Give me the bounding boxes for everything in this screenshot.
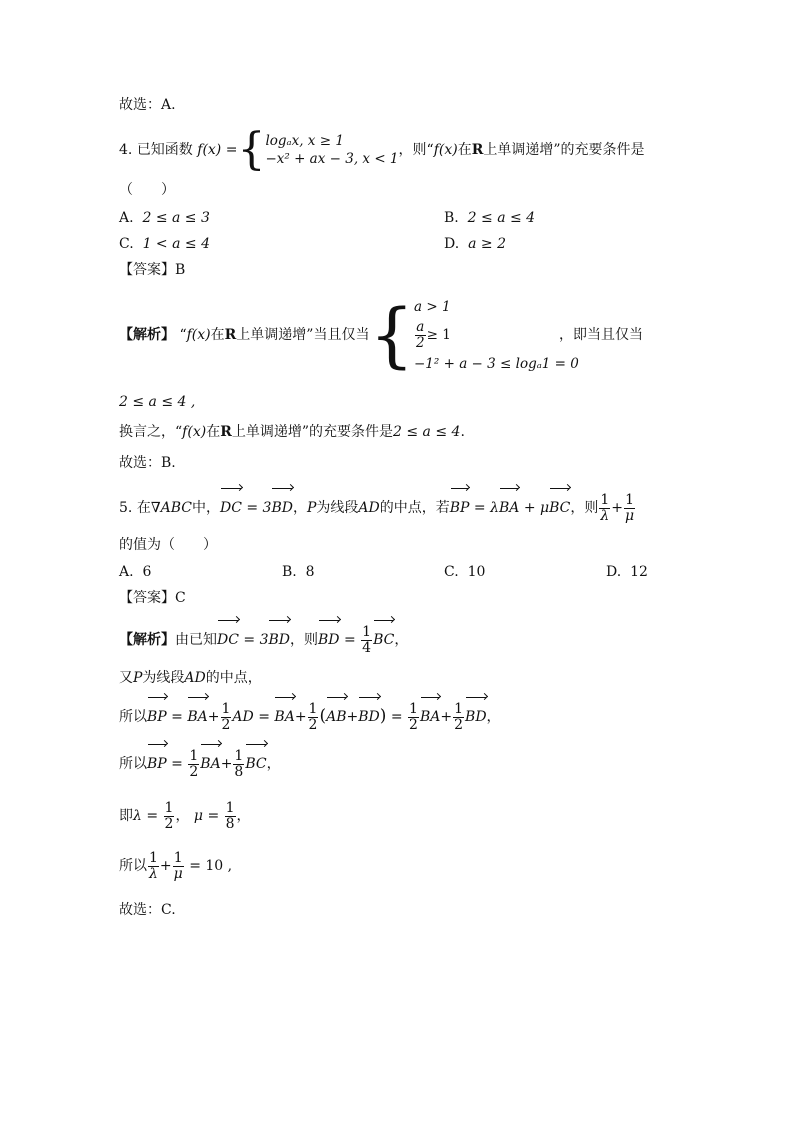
- q4-sys2-frac: $\frac{a}{2}$: [416, 318, 425, 351]
- q5-vec-bp: BP: [450, 490, 470, 526]
- q4-suffix-c: 上单调递增”的充要条件是: [483, 142, 645, 158]
- q4-option-b: B. 2 ≤ a ≤ 4: [444, 210, 536, 226]
- q5-option-b: B. 8: [282, 564, 315, 580]
- q5-frac-quarter: $\frac{1}{4}$: [362, 623, 372, 656]
- q4-option-c: C. 1 < a ≤ 4: [119, 236, 211, 252]
- q5-frac-mu: $\frac{1}{\mu}$: [625, 491, 635, 524]
- q4-suffix-fx: f(x): [433, 142, 458, 158]
- q4-sys1: a > 1: [414, 298, 451, 315]
- q5-vec-bd: BD: [271, 490, 293, 526]
- q4-system-brace: {: [369, 294, 414, 376]
- q5-answer: 【答案】C: [119, 590, 186, 606]
- q4-option-a: A. 2 ≤ a ≤ 3: [119, 210, 210, 226]
- q4-number: 4.: [119, 142, 133, 158]
- q4-suffix-R: R: [471, 142, 484, 158]
- q5-line2: 的值为（ ）: [119, 537, 217, 553]
- q4-analysis-R: R: [224, 327, 237, 343]
- q4-result: 2 ≤ a ≤ 4 ,: [119, 394, 196, 410]
- q4-analysis-d: ，即当且仅当: [559, 327, 643, 343]
- q5-step3: 所以BP = BA+ $\frac{1}{2}$ AD = BA+ $\frac{1}{2}$ (AB+BD) = $\frac{1}{2}$ BA+ $\frac{1}{2}$ BD，: [119, 698, 501, 735]
- q5-stem: 5. 在∇ABC中，DC = 3BD，P为线段AD的中点，若BP = λBA + μBC，则 $\frac{1}{\lambda}$ + $\frac{1}{\mu}$: [119, 490, 636, 526]
- q5-frac-lambda: $\frac{1}{\lambda}$: [600, 491, 610, 524]
- q5-step1: 【解析】由已知DC = 3BD，则BD = $\frac{1}{4}$ BC，: [119, 622, 408, 658]
- q5-option-d: D. 12: [606, 564, 648, 580]
- q4-final: 故选：B.: [119, 455, 176, 471]
- q4-analysis-b: 在: [210, 327, 225, 343]
- q4-stem: [119, 124, 645, 175]
- q5-step2: 又P为线段AD的中点，: [119, 670, 262, 686]
- q5-vec-bc: BC: [549, 490, 570, 526]
- q4-restate: 换言之，“f(x)在R上单调递增”的充要条件是2 ≤ a ≤ 4.: [119, 424, 465, 440]
- q4-sys2-rest: ≥ 1: [426, 326, 451, 343]
- q5-vec-dc: DC: [220, 490, 242, 526]
- q4-prefix: 已知函数: [136, 142, 193, 158]
- q5-vec-ba: BA: [499, 490, 519, 526]
- q5-step6: 所以 $\frac{1}{\lambda}$ + $\frac{1}{\mu}$ = 10 ,: [119, 849, 233, 882]
- q4-suffix-b: 在: [457, 142, 472, 158]
- q4-analysis: [119, 290, 643, 380]
- q4-analysis-quote: “: [179, 327, 187, 343]
- q5-step4: 所以BP = $\frac{1}{2}$ BA+ $\frac{1}{8}$ BC，: [119, 746, 281, 782]
- q4-analysis-c: 上单调递增”当且仅当: [236, 327, 370, 343]
- q5-final: 故选：C.: [119, 902, 176, 918]
- q4-cases: [265, 132, 398, 168]
- q4-brace: {: [237, 124, 266, 175]
- q4-blank: （ ）: [119, 182, 175, 198]
- q4-answer: 【答案】B: [119, 262, 186, 278]
- q4-case2: −x² + ax − 3, x < 1: [265, 151, 399, 167]
- q4-case1: logₐx, x ≥ 1: [265, 133, 344, 149]
- q4-sys3: −1² + a − 3 ≤ logₐ1 = 0: [414, 355, 579, 372]
- prev-answer: 故选：A.: [119, 97, 176, 113]
- q4-analysis-tag: 【解析】: [119, 327, 175, 343]
- q5-step5: 即λ = $\frac{1}{2}$ ， μ = $\frac{1}{8}$ ，: [119, 799, 251, 832]
- q5-triangle: ∇ABC: [150, 500, 192, 516]
- q5-option-a: A. 6: [119, 564, 152, 580]
- q5-option-c: C. 10: [444, 564, 486, 580]
- q4-option-d: D. a ≥ 2: [444, 236, 506, 252]
- q4-analysis-fx: f(x): [186, 327, 211, 343]
- q4-system: [414, 298, 579, 373]
- q4-suffix-a: ，则“: [398, 142, 434, 158]
- q4-fx: f(x) =: [197, 142, 238, 158]
